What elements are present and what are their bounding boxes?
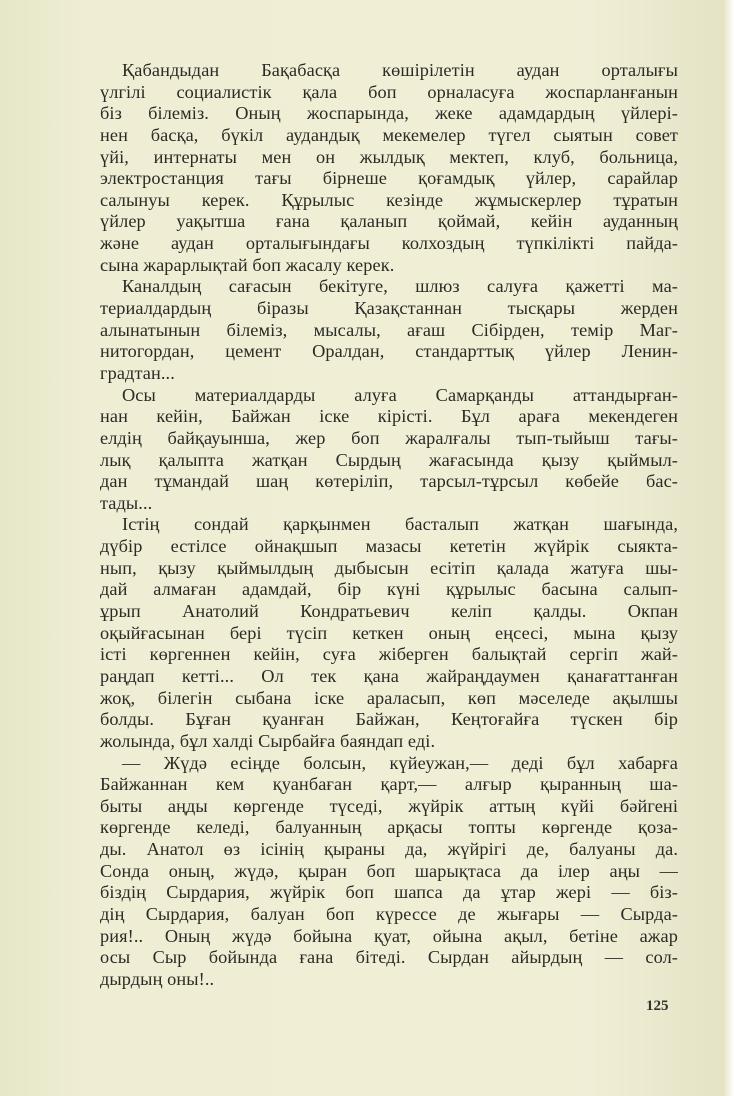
text-line: териалдардың біразы Қазақстаннан тысқары жерден <box>100 298 678 319</box>
text-line: дырдың оны!.. <box>100 968 215 989</box>
text-line: нан кейін, Байжан іске кірісті. Бұл араға мекендеген <box>100 406 678 427</box>
page-number: 125 <box>646 998 669 1014</box>
text-line: ды. Анатол өз ісінің қыраны да, жүйрігі де, балуаны да. <box>100 839 678 860</box>
page-edge <box>724 0 734 1096</box>
text-line: рия!.. Оның жүдә бойына қуат, ойына ақыл, бетіне ажар <box>100 925 678 946</box>
text-line: электростанция тағы бірнеше қоғамдық үйлер, сарайлар <box>100 168 678 189</box>
text-line: дай алмаған адамдай, бір күні құрылыс басына салып- <box>100 579 678 600</box>
text-line: алынатынын білеміз, мысалы, ағаш Сібірден, темір Маг- <box>100 319 678 340</box>
text-line: оқыйғасынан бері түсіп кеткен оның еңсесі, мына қызу <box>100 622 678 643</box>
text-line: лық қалыпта жатқан Сырдың жағасында қызу қыймыл- <box>100 449 678 470</box>
text-line: осы Сыр бойында ғана бітеді. Сырдан айырдың — сол- <box>100 947 678 968</box>
text-line: нып, қызу қыймылдың дыбысын есітіп қалада жатуға шы- <box>100 557 678 578</box>
text-line: Қабандыдан Бақабасқа көшірілетін аудан орталығы <box>122 60 678 80</box>
paragraph <box>100 385 678 515</box>
text-line: нитогордан, цемент Оралдан, стандарттық үйлер Ленин- <box>100 341 678 362</box>
text-line: тады... <box>100 492 153 513</box>
text-line: салынуы керек. Құрылыс кезінде жұмыскерлер тұратын <box>100 189 678 210</box>
text-line: градтан... <box>100 362 175 383</box>
paragraph <box>100 753 678 991</box>
text-line: сына жарарлықтай боп жасалу керек. <box>100 254 395 275</box>
text-line: быты аңды көргенде түседі, жүйрік аттың күйі бәйгені <box>100 795 678 816</box>
text-line: Сонда оның, жүдә, қыран боп шарықтаса да ілер аңы — <box>100 860 678 881</box>
text-line: үлгілі социалистік қала боп орналасуға жоспарланғанын <box>100 81 678 102</box>
text-line: дан тұмандай шаң көтеріліп, тарсыл-тұрсыл көбейе бас- <box>100 471 678 492</box>
text-line: елдің байқауынша, жер боп жаралғалы тып-тыйыш тағы- <box>100 427 678 448</box>
text-line: жоқ, білегін сыбана іске араласып, көп мәселеде ақылшы <box>100 687 678 708</box>
text-line: Каналдың сағасын бекітуге, шлюз салуға қажетті ма- <box>122 276 678 297</box>
text-line: біздің Сырдария, жүйрік боп шапса да ұтар жері — біз- <box>100 882 678 903</box>
text-line: раңдап кетті... Ол тек қана жайраңдаумен қанағаттанған <box>100 665 678 686</box>
text-line: және аудан орталығындағы колхоздың түпкілікті пайда- <box>100 233 678 254</box>
text-line: үйлер уақытша ғана қаланып қоймай, кейін ауданның <box>100 211 678 232</box>
text-line: болды. Бұған қуанған Байжан, Кеңтоғайға түскен бір <box>100 709 678 730</box>
text-line: Істің сондай қарқынмен басталып жатқан шағында, <box>122 514 678 535</box>
text-line: — Жүдә есіңде болсын, күйеужан,— деді бұл хабарға <box>122 752 678 773</box>
text-line: нен басқа, бүкіл аудандық мекемелер түгел сыятын совет <box>100 124 678 145</box>
paragraph <box>100 60 678 276</box>
text-line: ұрып Анатолий Кондратьевич келіп қалды. Окпан <box>100 601 678 622</box>
text-line: Байжаннан кем қуанбаған қарт,— алғыр қыранның ша- <box>100 774 678 795</box>
text-line: дің Сырдария, балуан боп күрессе де жығары — Сырда- <box>100 903 678 924</box>
paragraph <box>100 276 678 384</box>
text-line: Осы материалдарды алуға Самарқанды аттандырған- <box>122 384 678 405</box>
body-text <box>100 60 678 991</box>
text-line: дүбір естілсе ойнақшып мазасы кететін жүйрік сыякта- <box>100 536 678 557</box>
text-line: көргенде келеді, балуанның арқасы топты көргенде қоза- <box>100 817 678 838</box>
text-line: жолында, бұл халді Сырбайға баяндап еді. <box>100 730 436 751</box>
text-line: істі көргеннен кейін, суға жіберген балықтай сергіп жай- <box>100 644 678 665</box>
text-line: үйі, интернаты мен он жылдық мектеп, клуб, больница, <box>100 146 678 167</box>
text-line: біз білеміз. Оның жоспарында, жеке адамдардың үйлері- <box>100 103 678 124</box>
paragraph <box>100 514 678 752</box>
